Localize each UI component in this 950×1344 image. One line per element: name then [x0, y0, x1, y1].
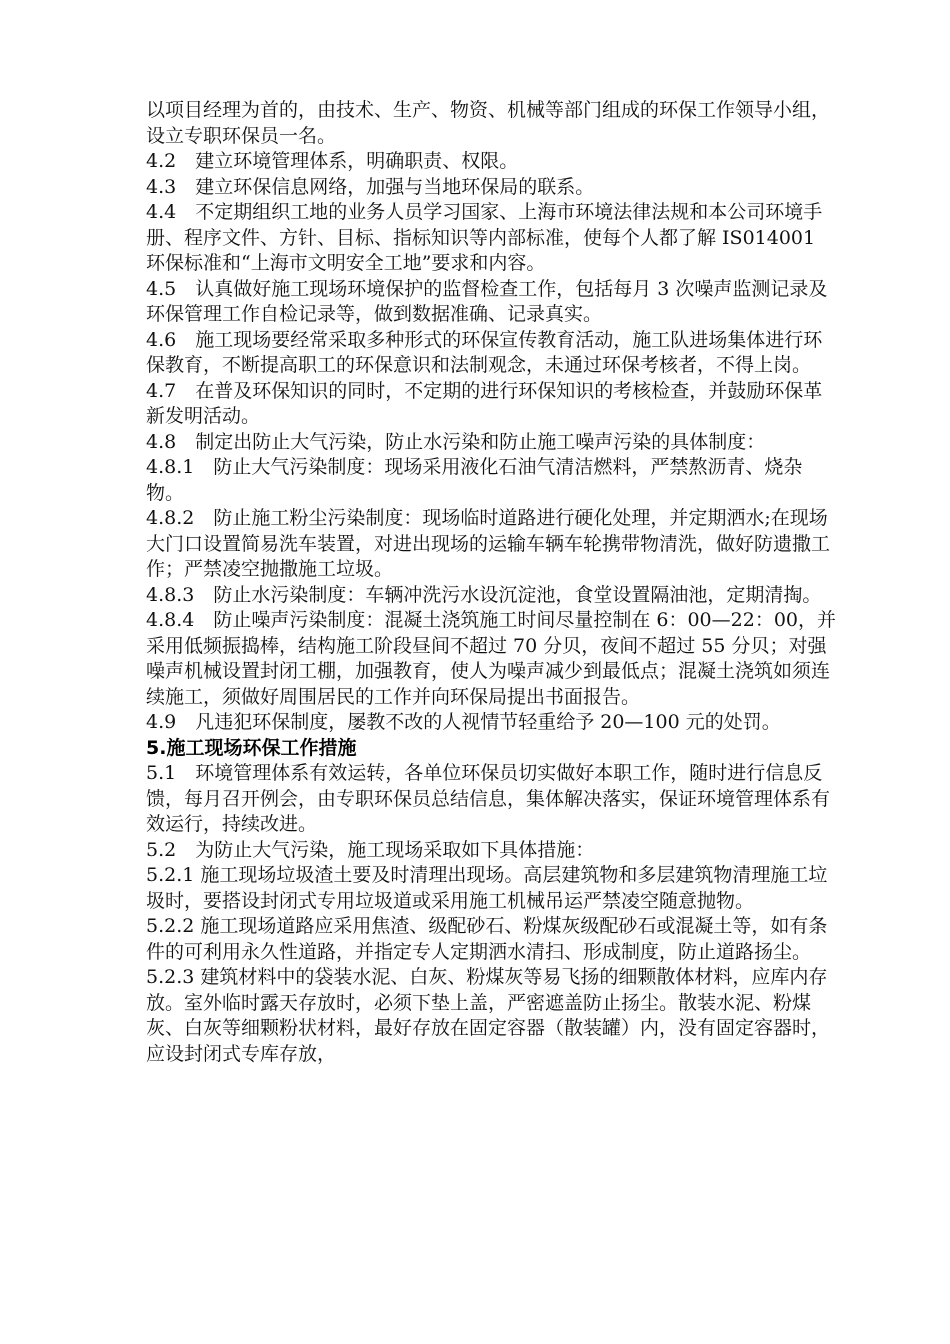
paragraph: 5.2.3 建筑材料中的袋装水泥、白灰、粉煤灰等易飞扬的细颗散体材料，应库内存放。室外临时露天存放时，必须下垫上盖，严密遮盖防止扬尘。散装水泥、粉煤灰、白灰等细颗粉状材料，最好存放在固定容器（散装罐）内，没有固定容器时，应设封闭式专库存放， [146, 966, 831, 1065]
paragraph: 5.2.1 施工现场垃圾渣土要及时清理出现场。高层建筑物和多层建筑物清理施工垃圾时，要搭设封闭式专用垃圾道或采用施工机械吊运严禁凌空随意抛物。 [146, 864, 828, 912]
paragraph: 4.8.2 防止施工粉尘污染制度：现场临时道路进行硬化处理，并定期洒水;在现场大门口设置简易洗车装置，对进出现场的运输车辆车轮携带物清洗，做好防遗撒工作；严禁凌空抛撒施工垃圾。 [146, 507, 831, 580]
paragraph: 5.2.2 施工现场道路应采用焦渣、级配砂石、粉煤灰级配砂石或混凝土等，如有条件的可利用永久性道路，并指定专人定期洒水清扫、形成制度，防止道路扬尘。 [146, 915, 828, 963]
paragraph: 4.8.4 防止噪声污染制度：混凝土浇筑施工时间尽量控制在 6：00—22：00，并采用低频振捣棒，结构施工阶段昼间不超过 70 分贝，夜间不超过 55 分贝；对强噪声机械设置封闭工棚，加强教育，使人为噪声减少到最低点；混凝土浇筑如须连续施工，须做好周围居民的工作并向环保局提出书面报告。 [146, 609, 837, 708]
paragraph: 5.2 为防止大气污染，施工现场采取如下具体措施： [146, 838, 595, 861]
paragraph: 4.8.3 防止水污染制度：车辆冲洗污水设沉淀池，食堂设置隔油池，定期清掏。 [146, 583, 822, 606]
paragraphs-before [146, 98, 836, 736]
paragraph: 4.5 认真做好施工现场环境保护的监督检查工作，包括每月 3 次噪声监测记录及环保管理工作自检记录等，做到数据准确、记录真实。 [146, 277, 828, 325]
paragraphs-after [146, 761, 836, 1067]
paragraph: 4.8.1 防止大气污染制度：现场采用液化石油气清洁燃料，严禁熬沥青、烧杂物。 [146, 456, 803, 504]
paragraph: 4.6 施工现场要经常采取多种形式的环保宣传教育活动，施工队进场集体进行环保教育，不断提高职工的环保意识和法制观念，未通过环保考核者，不得上岗。 [146, 328, 823, 376]
paragraph: 5.1 环境管理体系有效运转，各单位环保员切实做好本职工作，随时进行信息反馈，每月召开例会，由专职环保员总结信息，集体解决落实，保证环境管理体系有效运行，持续改进。 [146, 762, 831, 835]
section-heading: 5.施工现场环保工作措施 [146, 736, 357, 759]
paragraph: 4.8 制定出防止大气污染，防止水污染和防止施工噪声污染的具体制度： [146, 430, 766, 453]
paragraph: 4.3 建立环保信息网络，加强与当地环保局的联系。 [146, 175, 595, 198]
document-body [146, 98, 836, 1067]
paragraph: 以项目经理为首的，由技术、生产、物资、机械等部门组成的环保工作领导小组，设立专职环保员一名。 [146, 99, 831, 147]
paragraph: 4.9 凡违犯环保制度，屡教不改的人视情节轻重给予 20—100 元的处罚。 [146, 711, 781, 733]
paragraph: 4.4 不定期组织工地的业务人员学习国家、上海市环境法律法规和本公司环境手册、程序文件、方针、目标、指标知识等内部标准，使每个人都了解 IS014001 环保标准和“上海市文明安全工地”要求和内容。 [146, 201, 823, 274]
paragraph: 4.2 建立环境管理体系，明确职责、权限。 [146, 150, 519, 172]
paragraph: 4.7 在普及环保知识的同时，不定期的进行环保知识的考核检查，并鼓励环保革新发明活动。 [146, 379, 823, 427]
